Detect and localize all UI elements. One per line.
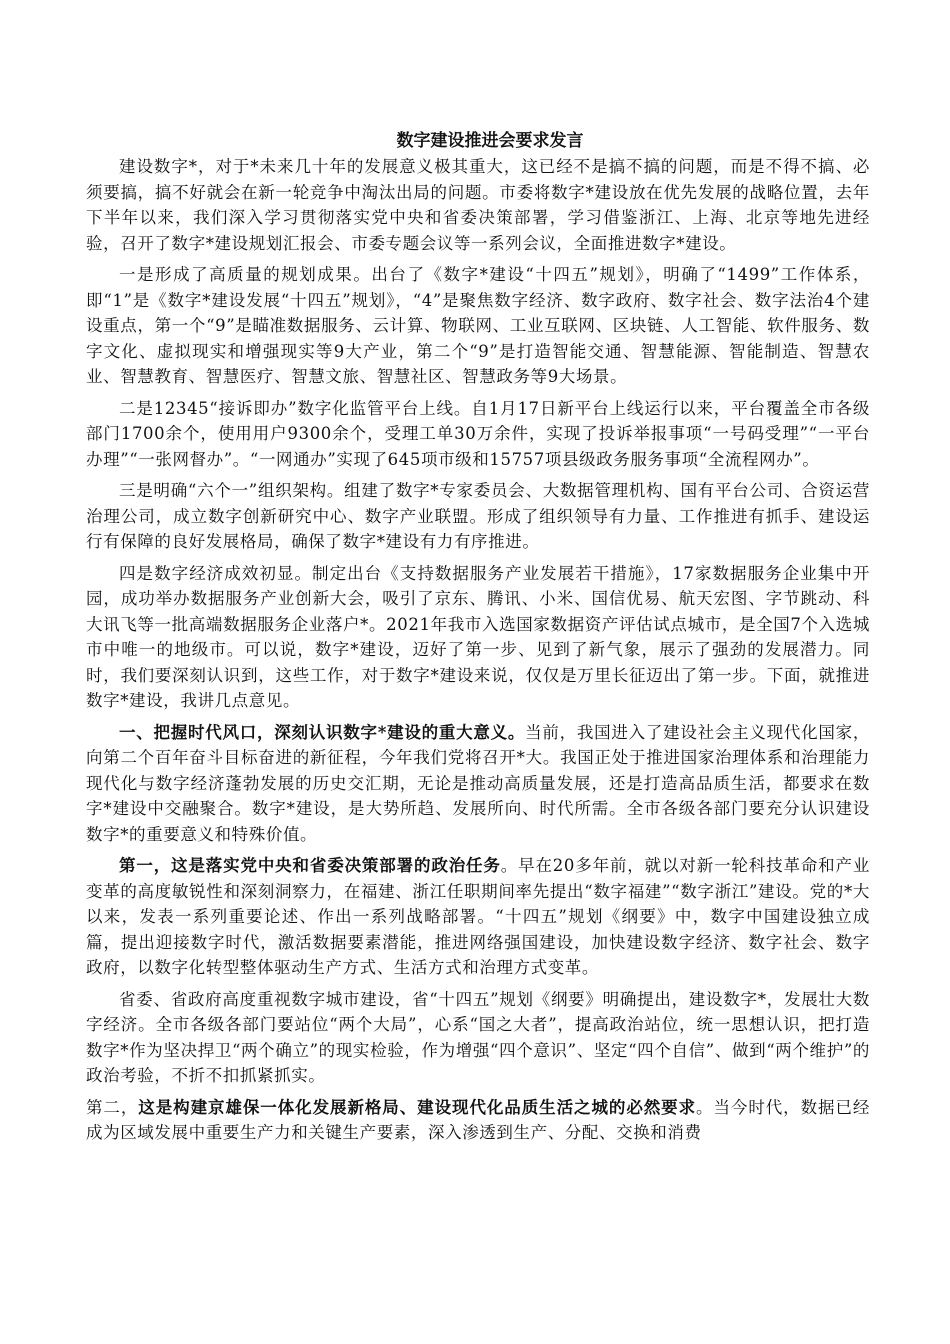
paragraph-item-2 bbox=[86, 396, 870, 473]
paragraph-province bbox=[86, 987, 870, 1089]
paragraph-text: 省委、省政府高度重视数字城市建设，省“十四五”规划《纲要》明确提出，建设数字*，发展壮大数字经济。全市各级各部门要站位“两个大局”，心系“国之大者”，提高政治站位，统一思想认识，把打造数字*作为坚决捍卫“两个确立”的现实检验，作为增强“四个意识”、坚定“四个自信”、做到“两个维护”的政治考验，不折不扣抓紧抓实。 bbox=[86, 989, 870, 1085]
paragraph-item-3 bbox=[86, 478, 870, 555]
point-lead: 这是构建京雄保一体化发展新格局、建设现代化品质生活之城的必然要求 bbox=[138, 1097, 697, 1117]
point-first bbox=[86, 853, 870, 981]
paragraph-text: 二是12345“接诉即办”数字化监管平台上线。自1月17日新平台上线运行以来，平台覆盖全市各级部门1700余个，使用用户9300余个，受理工单30万余件，实现了投诉举报事项“一号码受理”“一平台办理”“一张网督办”。“一网通办”实现了645项市级和15757项县级政务服务事项“全流程网办”。 bbox=[86, 398, 870, 469]
section-heading-one bbox=[86, 720, 870, 848]
paragraph-item-4 bbox=[86, 561, 870, 714]
paragraph-text: 一是形成了高质量的规划成果。出台了《数字*建设“十四五”规划》，明确了“1499”工作体系，即“1”是《数字*建设发展“十四五”规划》，“4”是聚焦数字经济、数字政府、数字社会、数字法治4个建设重点，第一个“9”是瞄准数据服务、云计算、物联网、工业互联网、区块链、人工智能、软件服务、数字文化、虚拟现实和增强现实等9大产业，第二个“9”是打造智能交通、智慧能源、智能制造、智慧农业、智慧教育、智慧医疗、智慧文旅、智慧社区、智慧政务等9大场景。 bbox=[86, 265, 870, 386]
point-second bbox=[86, 1095, 870, 1146]
document-page bbox=[86, 128, 870, 1152]
paragraph-text: 。当今时代，数据已经成为区域发展中重要生产力和关键生产要素，深入渗透到生产、分配、交换和消费 bbox=[86, 1097, 870, 1142]
paragraph-intro bbox=[86, 154, 870, 256]
paragraph-text: 。早在20多年前，就以对新一轮科技革命和产业变革的高度敏锐性和深刻洞察力，在福建、浙江任职期间率先提出“数字福建”“数字浙江”建设。党的*大以来，发表一系列重要论述、作出一系列战略部署。“十四五”规划《纲要》中，数字中国建设独立成篇，提出迎接数字时代，激活数据要素潜能，推进网络强国建设，加快建设数字经济、数字社会、数字政府，以数字化转型整体驱动生产方式、生活方式和治理方式变革。 bbox=[86, 856, 870, 977]
document-title: 数字建设推进会要求发言 bbox=[396, 131, 584, 151]
section-heading-lead: 一、把握时代风口，深刻认识数字*建设的重大意义。 bbox=[119, 722, 526, 742]
paragraph-text: 建设数字*，对于*未来几十年的发展意义极其重大，这已经不是搞不搞的问题，而是不得不搞、必须要搞，搞不好就会在新一轮竞争中淘汰出局的问题。市委将数字*建设放在优先发展的战略位置，去年下半年以来，我们深入学习贯彻落实党中央和省委决策部署，学习借鉴浙江、上海、北京等地先进经验，召开了数字*建设规划汇报会、市委专题会议等一系列会议，全面推进数字*建设。 bbox=[86, 157, 870, 253]
paragraph-text: 当前，我国进入了建设社会主义现代化国家，向第二个百年奋斗目标奋进的新征程，今年我们党将召开*大。我国正处于推进国家治理体系和治理能力现代化与数字经济蓬勃发展的历史交汇期，无论是推动高质量发展，还是打造高品质生活，都要求在数字*建设中交融聚合。数字*建设，是大势所趋、发展所向、时代所需。全市各级各部门要充分认识建设数字*的重要意义和特殊价值。 bbox=[86, 722, 870, 844]
point-prefix: 第二， bbox=[86, 1097, 139, 1117]
paragraph-item-1 bbox=[86, 262, 870, 390]
paragraph-text: 三是明确“六个一”组织架构。组建了数字*专家委员会、大数据管理机构、国有平台公司、合资运营治理公司，成立数字创新研究中心、数字产业联盟。形成了组织领导有力量、工作推进有抓手、建设运行有保障的良好发展格局，确保了数字*建设有力有序推进。 bbox=[86, 481, 870, 551]
paragraph-text: 四是数字经济成效初显。制定出台《支持数据服务产业发展若干措施》，17家数据服务企业集中开园，成功举办数据服务产业创新大会，吸引了京东、腾讯、小米、国信优易、航天宏图、字节跳动、科大讯飞等一批高端数据服务企业落户*。2021年我市入选国家数据资产评估试点城市，是全国7个入选城市中唯一的地级市。可以说，数字*建设，迈好了第一步、见到了新气象，展示了强劲的发展潜力。同时，我们要深刻认识到，这些工作，对于数字*建设来说，仅仅是万里长征迈出了第一步。下面，就推进数字*建设，我讲几点意见。 bbox=[86, 563, 870, 710]
point-lead: 第一，这是落实党中央和省委决策部署的政治任务 bbox=[119, 856, 501, 875]
